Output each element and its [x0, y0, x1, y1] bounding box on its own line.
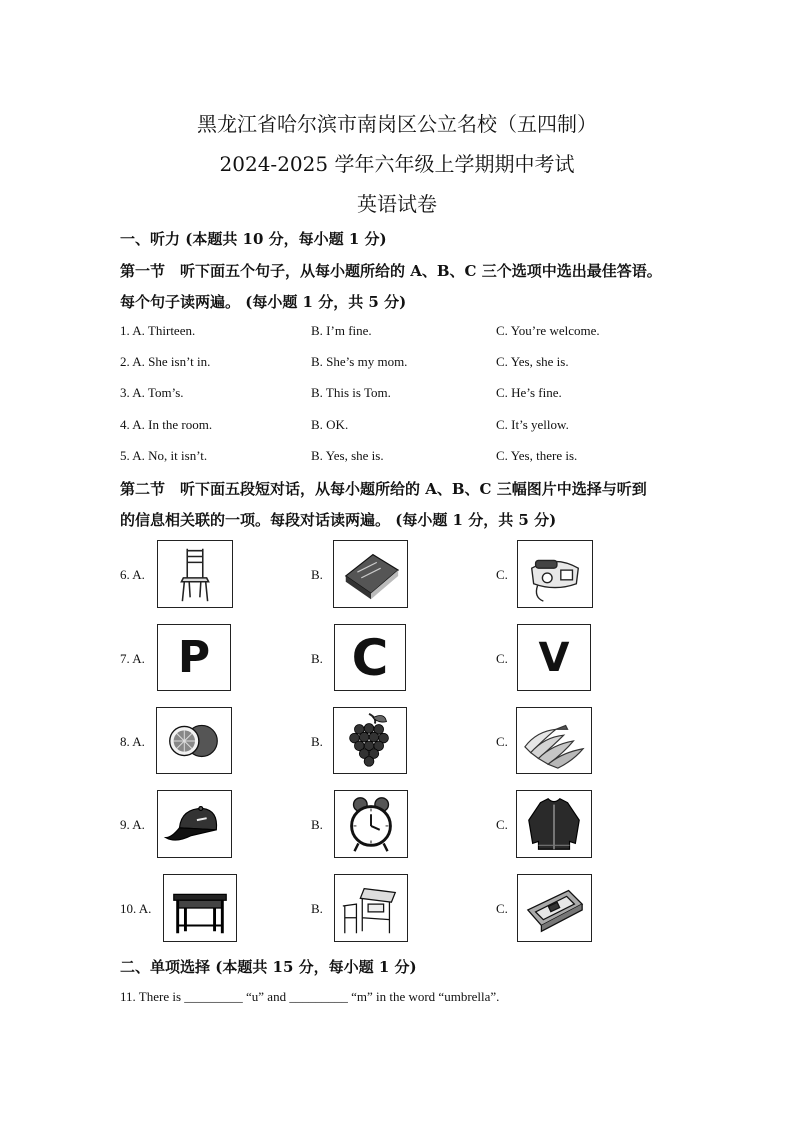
q7-label-a: 7. A.	[120, 651, 145, 666]
q3-option-b: B. This is Tom.	[311, 385, 391, 400]
letter-c: C	[351, 628, 389, 687]
q2-option-c: C. Yes, she is.	[496, 354, 569, 369]
q9-label-b: B.	[311, 817, 323, 832]
q3-option-c: C. He’s fine.	[496, 385, 562, 400]
alarm-clock-icon	[334, 790, 408, 858]
q8-label-b: B.	[311, 734, 323, 749]
bananas-icon	[516, 707, 592, 774]
q9-label-c: C.	[496, 817, 508, 832]
grapes-icon	[333, 707, 407, 774]
q4-option-a: 4. A. In the room.	[120, 417, 213, 432]
jacket-icon	[516, 790, 592, 858]
letter-p-card	[157, 624, 231, 691]
q6-label-a: 6. A.	[120, 567, 145, 582]
q2-option-a: 2. A. She isn’t in.	[120, 354, 211, 369]
q10-label-a: 10. A.	[120, 901, 152, 916]
q4-option-c: C. It’s yellow.	[496, 417, 569, 432]
section1-instructions-line1: 第一节 听下面五个句子，从每小题所给的 A、B、C 三个选项中选出最佳答语。	[120, 262, 662, 280]
letter-v-card	[517, 624, 591, 691]
table-icon	[163, 874, 237, 942]
q10-label-b: B.	[311, 901, 323, 916]
q8-label-c: C.	[496, 734, 508, 749]
pencil-box-icon	[517, 874, 592, 942]
q1-option-b: B. I’m fine.	[311, 323, 372, 338]
title-line-1: 黑龙江省哈尔滨市南岗区公立名校（五四制）	[197, 112, 597, 136]
orange-icon	[156, 707, 232, 774]
q11-text: 11. There is _________ “u” and _________ “m” in the word “umbrella”.	[120, 989, 500, 1004]
chair-icon	[157, 540, 233, 608]
q1-option-a: 1. A. Thirteen.	[120, 323, 196, 338]
q2-option-b: B. She’s my mom.	[311, 354, 408, 369]
letter-c-card	[334, 624, 406, 691]
title-line-3: 英语试卷	[357, 192, 437, 216]
part2-heading: 二、单项选择 (本题共 15 分，每小题 1 分)	[120, 958, 417, 976]
q1-option-c: C. You’re welcome.	[496, 323, 600, 338]
q9-label-a: 9. A.	[120, 817, 145, 832]
letter-v: V	[538, 634, 570, 681]
book-icon	[333, 540, 408, 608]
q7-label-b: B.	[311, 651, 323, 666]
q3-option-a: 3. A. Tom’s.	[120, 385, 184, 400]
cap-icon	[157, 790, 232, 858]
q10-label-c: C.	[496, 901, 508, 916]
section1-instructions-line2: 每个句子读两遍。 (每小题 1 分，共 5 分)	[120, 293, 407, 311]
q4-option-b: B. OK.	[311, 417, 349, 432]
q5-option-a: 5. A. No, it isn’t.	[120, 448, 208, 463]
section2-instructions-line2: 的信息相关联的一项。每段对话读两遍。 (每小题 1 分，共 5 分)	[120, 511, 557, 529]
q8-label-a: 8. A.	[120, 734, 145, 749]
q6-label-c: C.	[496, 567, 508, 582]
part1-heading: 一、听力 (本题共 10 分，每小题 1 分)	[120, 230, 387, 248]
q5-option-c: C. Yes, there is.	[496, 448, 578, 463]
title-line-2: 2024-2025 学年六年级上学期期中考试	[219, 152, 575, 176]
q7-label-c: C.	[496, 651, 508, 666]
q6-label-b: B.	[311, 567, 323, 582]
q5-option-b: B. Yes, she is.	[311, 448, 384, 463]
section2-instructions-line1: 第二节 听下面五段短对话，从每小题所给的 A、B、C 三幅图片中选择与听到	[120, 480, 647, 498]
telephone-icon	[517, 540, 593, 608]
school-desk-icon	[334, 874, 408, 942]
letter-p: P	[177, 632, 211, 683]
